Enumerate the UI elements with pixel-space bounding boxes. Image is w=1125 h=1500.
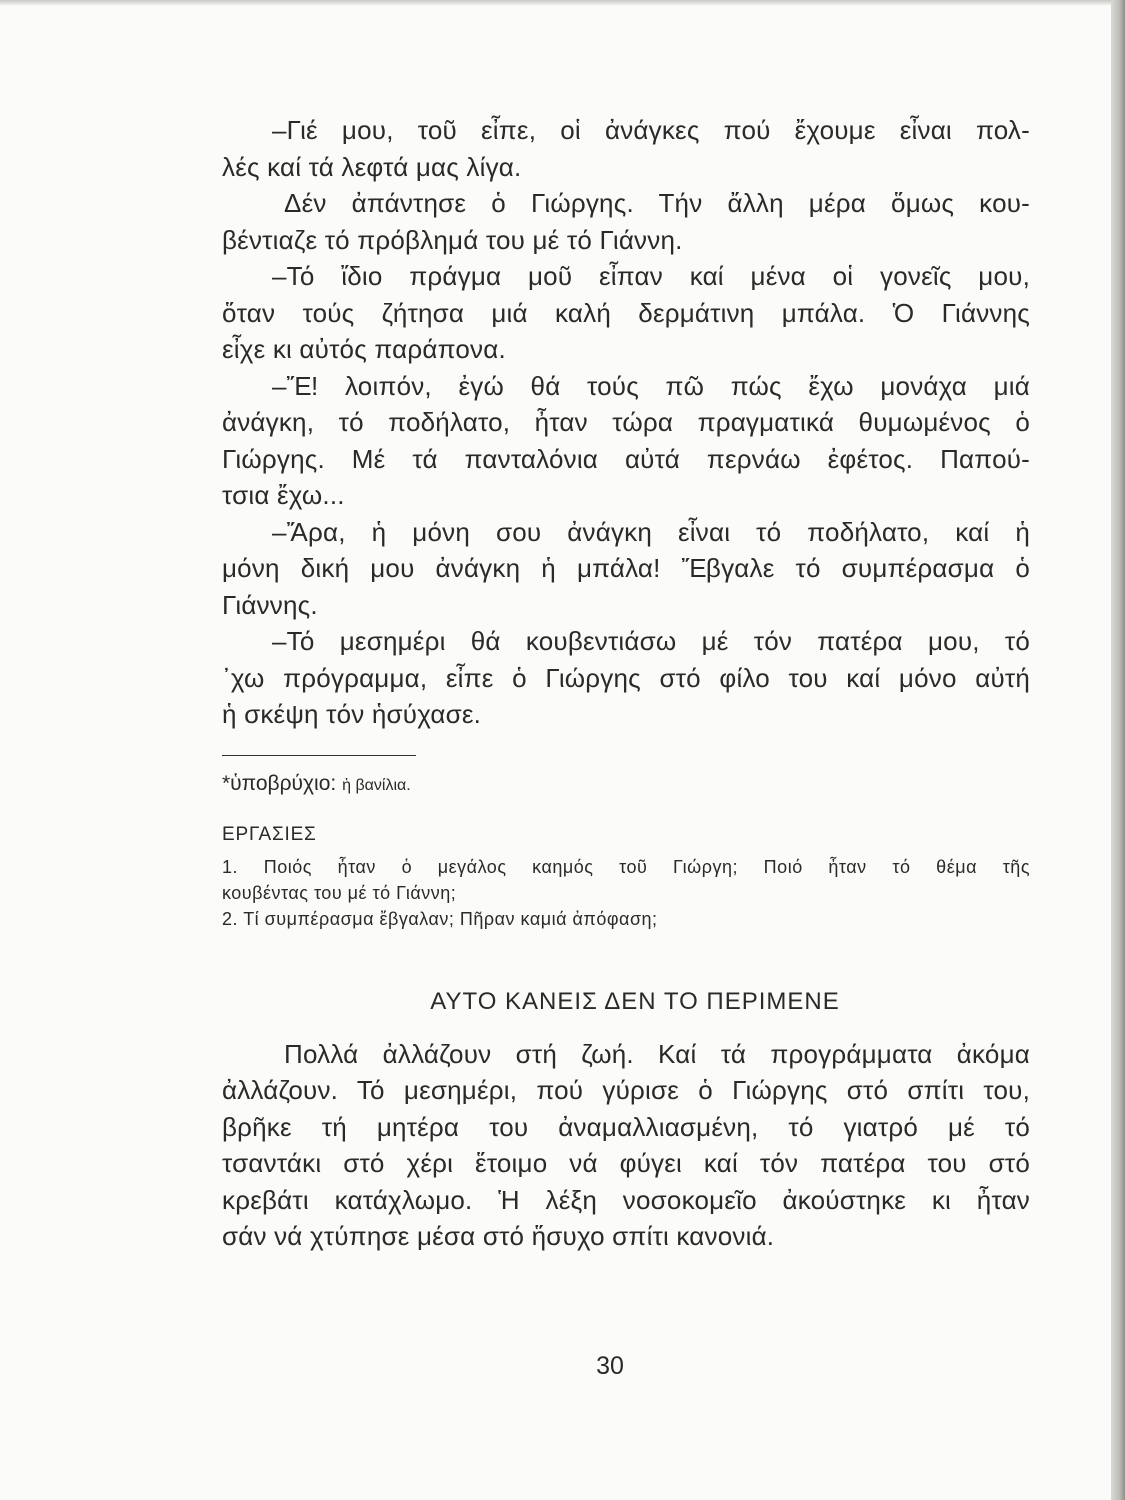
dialogue-passage bbox=[222, 112, 1030, 733]
text-line: εἶχε κι αὐτός παράπονα. bbox=[222, 334, 506, 364]
footnote-term: *ὑποβρύχιο: bbox=[222, 771, 337, 795]
footnote bbox=[222, 770, 1030, 800]
text-line: Γιώργης. Μέ τά πανταλόνια αὐτά περνάω ἐφέτος. Παπού- bbox=[222, 443, 1030, 474]
text-line: κρεβάτι κατάχλωμο. Ἡ λέξη νοσοκομεῖο ἀκούστηκε κι ἦταν bbox=[222, 1184, 1030, 1215]
text-line: –Τό ἴδιο πράγμα μοῦ εἶπαν καί μένα οἱ γονεῖς μου, bbox=[272, 261, 1030, 291]
text-line: –Ἔ! λοιπόν, ἐγώ θά τούς πῶ πώς ἔχω μονάχα μιά bbox=[272, 370, 1030, 401]
text-line: –Ἄρα, ἡ μόνη σου ἀνάγκη εἶναι τό ποδήλατο, καί ἡ bbox=[272, 516, 1030, 547]
text-line: σάν νά χτύπησε μέσα στό ἥσυχο σπίτι κανονιά. bbox=[222, 1221, 775, 1251]
text-line: Γιάννης. bbox=[222, 589, 318, 620]
text-line: ἀλλάζουν. Τό μεσημέρι, πού γύρισε ὁ Γιώργης στό σπίτι του, bbox=[222, 1075, 1030, 1105]
text-line: Δέν ἀπάντησε ὁ Γιώργης. Τήν ἄλλη μέρα ὅμως κου- bbox=[284, 188, 1030, 218]
text-line: ὅταν τούς ζήτησα μιά καλή δερμάτινη μπάλα. Ὁ Γιάννης bbox=[222, 297, 1030, 328]
task-line: 1. Ποιός ἦταν ὁ μεγάλος καημός τοῦ Γιώργη; Ποιό ἦταν τό θέμα τῆς bbox=[222, 856, 1030, 877]
text-line: ἡ σκέψη τόν ἡσύχασε. bbox=[222, 699, 482, 729]
text-line: λές καί τά λεφτά μας λίγα. bbox=[222, 151, 522, 182]
text-line: τσαντάκι στό χέρι ἕτοιμο νά φύγει καί τόν πατέρα του στό bbox=[222, 1148, 1030, 1178]
text-line: –Γιέ μου, τοῦ εἶπε, οἱ ἀνάγκες πού ἔχουμε εἶναι πολ- bbox=[272, 115, 1030, 145]
tasks-title: ΕΡΓΑΣΙΕΣ bbox=[222, 823, 317, 845]
task-line: κουβέντας του μέ τό Γιάννη; bbox=[222, 882, 457, 903]
tasks-list bbox=[222, 854, 1030, 932]
task-line: 2. Τί συμπέρασμα ἔβγαλαν; Πῆραν καμιά ἀπόφαση; bbox=[222, 908, 658, 929]
text-line: –Τό μεσημέρι θά κουβεντιάσω μέ τόν πατέρα μου, τό bbox=[272, 626, 1030, 656]
text-line: βρῆκε τή μητέρα του ἀναμαλλιασμένη, τό γιατρό μέ τό bbox=[222, 1111, 1030, 1142]
footnote-rule bbox=[222, 755, 416, 756]
footnote-definition: ἡ βανίλια. bbox=[342, 776, 411, 794]
page-number: 30 bbox=[596, 1352, 624, 1380]
text-line: τσια ἔχω... bbox=[222, 480, 345, 510]
text-line: ᾽χω πρόγραμμα, εἶπε ὁ Γιώργης στό φίλο του καί μόνο αὐτή bbox=[222, 662, 1030, 693]
section-title: ΑΥΤΟ ΚΑΝΕΙΣ ΔΕΝ ΤΟ ΠΕΡΙΜΕΝΕ bbox=[430, 987, 840, 1015]
page-top-shadow bbox=[0, 0, 1125, 6]
text-line: βέντιαζε τό πρόβλημά του μέ τό Γιάννη. bbox=[222, 224, 683, 255]
section-passage bbox=[222, 1036, 1030, 1255]
page-edge-shadow bbox=[1111, 0, 1125, 1500]
text-line: Πολλά ἀλλάζουν στή ζωή. Καί τά προγράμματα ἀκόμα bbox=[284, 1038, 1030, 1069]
book-page bbox=[222, 112, 1030, 1255]
text-line: ἀνάγκη, τό ποδήλατο, ἦταν τώρα πραγματικά θυμωμένος ὁ bbox=[222, 407, 1030, 437]
text-line: μόνη δική μου ἀνάγκη ἡ μπάλα! Ἔβγαλε τό συμπέρασμα ὁ bbox=[222, 553, 1030, 583]
